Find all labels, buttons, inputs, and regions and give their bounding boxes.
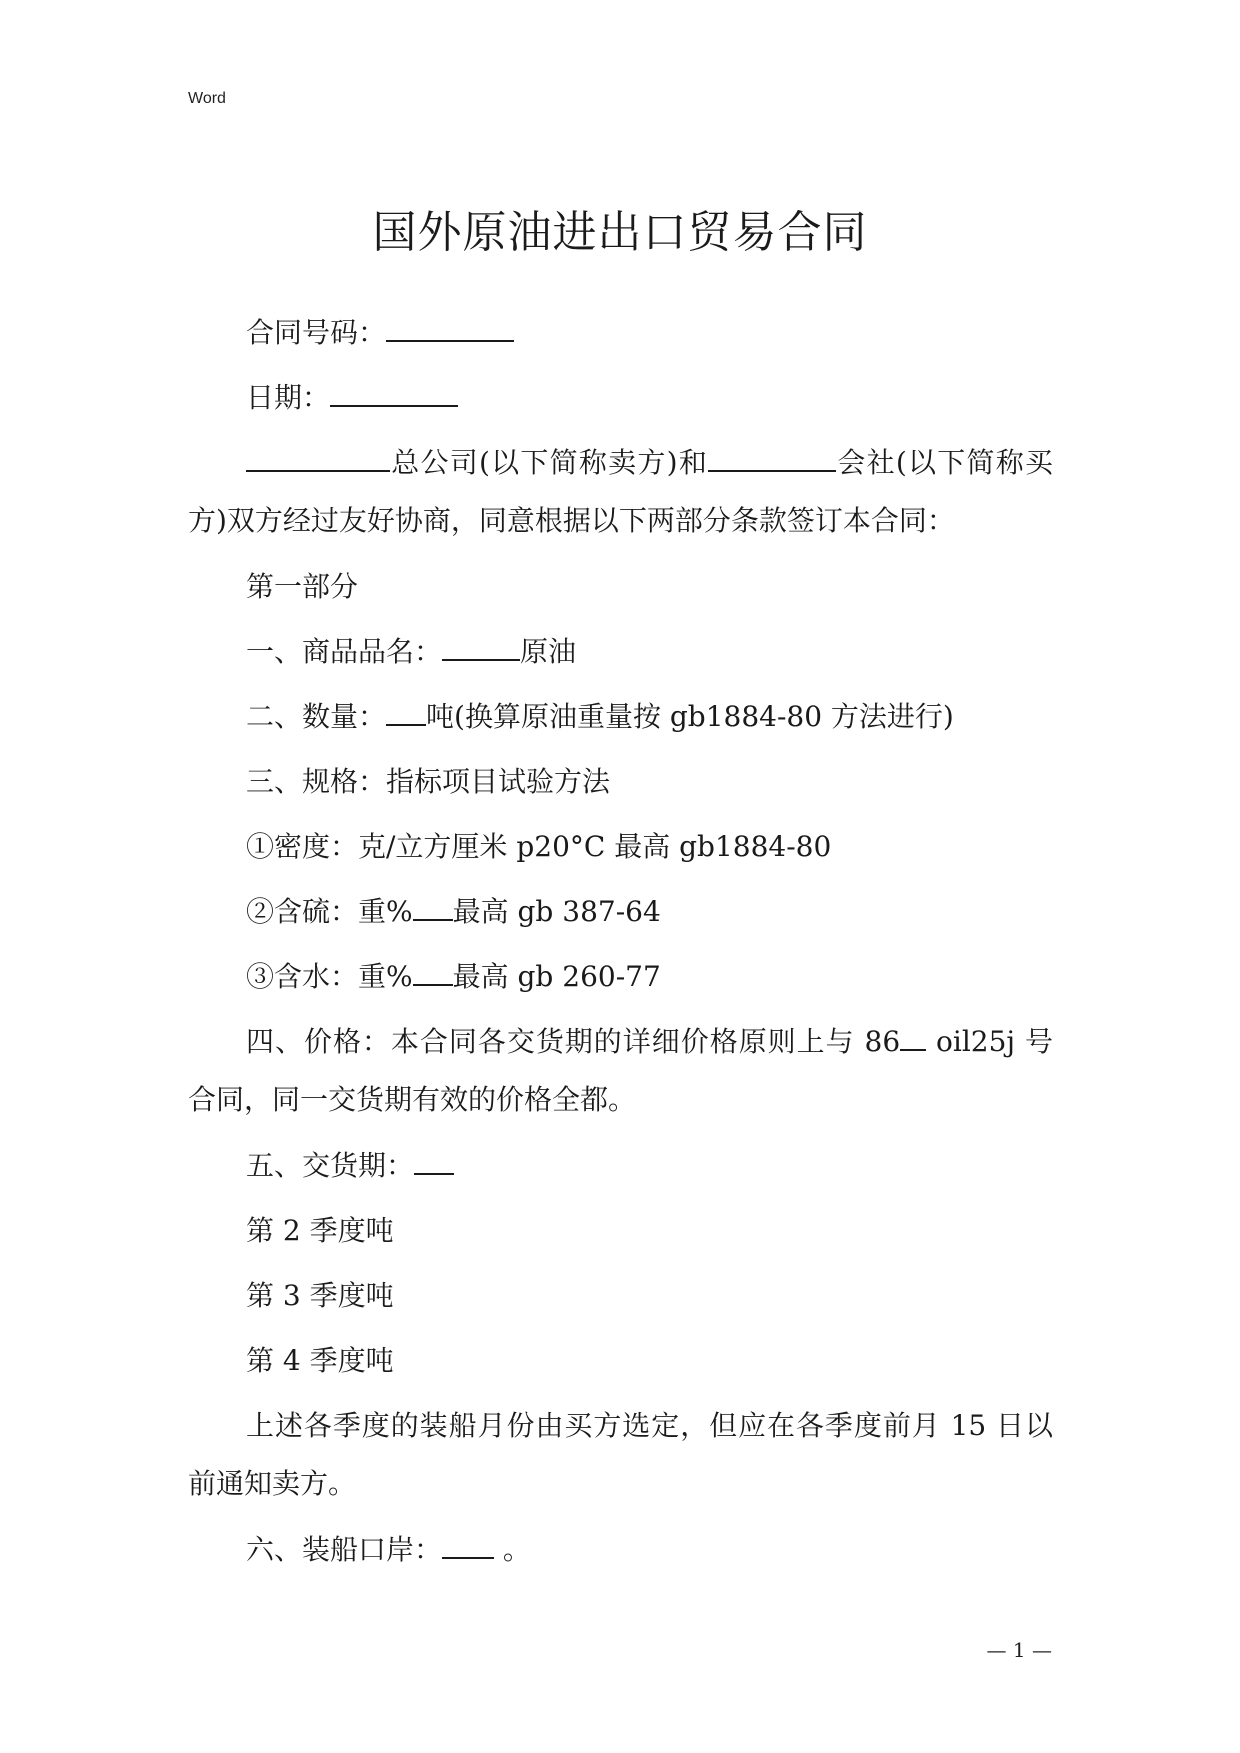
item-product-name — [188, 619, 1053, 684]
contract-number-blank — [386, 312, 514, 342]
spec2-prefix: ②含硫：重% — [246, 895, 413, 928]
item-quantity — [188, 684, 1053, 749]
date-line — [188, 365, 1053, 430]
item1-prefix: 一、商品品名： — [246, 635, 443, 668]
part-one-heading: 第一部分 — [246, 570, 359, 603]
contract-number-label: 合同号码： — [246, 316, 387, 349]
quantity-blank — [386, 696, 426, 726]
spec3-prefix: ③含水：重% — [246, 960, 413, 993]
quarter-line: 第 4 季度吨 — [246, 1344, 394, 1377]
item-specification: 三、规格：指标项目试验方法 — [246, 765, 611, 798]
page-number: — 1 — — [986, 1638, 1052, 1662]
product-name-blank — [442, 631, 520, 661]
shipping-note-paragraph: 上述各季度的装船月份由买方选定，但应在各季度前月 15 日以前通知卖方。 — [188, 1409, 1053, 1500]
contract-number-line — [188, 300, 1053, 365]
item5-prefix: 五、交货期： — [246, 1149, 415, 1182]
document-body — [188, 300, 1053, 1582]
intro-seller-text: 总公司(以下简称卖方)和 — [390, 446, 709, 479]
item6-prefix: 六、装船口岸： — [246, 1533, 443, 1566]
quarter-line: 第 2 季度吨 — [246, 1214, 394, 1247]
spec-sulfur — [188, 879, 1053, 944]
buyer-name-blank — [708, 442, 836, 472]
item-price-paragraph — [188, 1013, 1053, 1129]
seller-name-blank — [246, 442, 390, 472]
date-label: 日期： — [246, 381, 331, 414]
spec2-suffix: 最高 gb 387-64 — [452, 895, 661, 928]
intro-paragraph — [188, 434, 1053, 550]
spec3-suffix: 最高 gb 260-77 — [452, 960, 661, 993]
water-blank — [413, 956, 453, 986]
item-delivery-period — [188, 1133, 1053, 1198]
item2-prefix: 二、数量： — [246, 700, 387, 733]
price-contract-blank — [900, 1021, 926, 1051]
item2-suffix: 吨(换算原油重量按 gb1884-80 方法进行) — [426, 700, 954, 733]
spec-density: ①密度：克/立方厘米 p20°C 最高 gb1884-80 — [246, 830, 832, 863]
item1-suffix: 原油 — [520, 635, 577, 668]
document-title: 国外原油进出口贸易合同 — [372, 207, 868, 258]
item4-prefix: 四、价格：本合同各交货期的详细价格原则上与 86 — [246, 1025, 901, 1058]
delivery-blank — [414, 1145, 454, 1175]
spec-water — [188, 944, 1053, 1009]
quarter-line: 第 3 季度吨 — [246, 1279, 394, 1312]
date-blank — [330, 377, 458, 407]
loading-port-blank — [442, 1529, 494, 1559]
item4-suffix: oil25j 号合同，同一交货期有效的价格全都。 — [188, 1025, 1053, 1116]
sulfur-blank — [413, 891, 453, 921]
document-header-label: Word — [188, 90, 226, 107]
item-loading-port — [188, 1517, 1053, 1582]
item6-suffix: 。 — [494, 1533, 531, 1566]
intro-buyer-text: 会社(以下简称买方)双方经过友好协商，同意根据以下两部分条款签订本合同： — [188, 446, 1053, 537]
